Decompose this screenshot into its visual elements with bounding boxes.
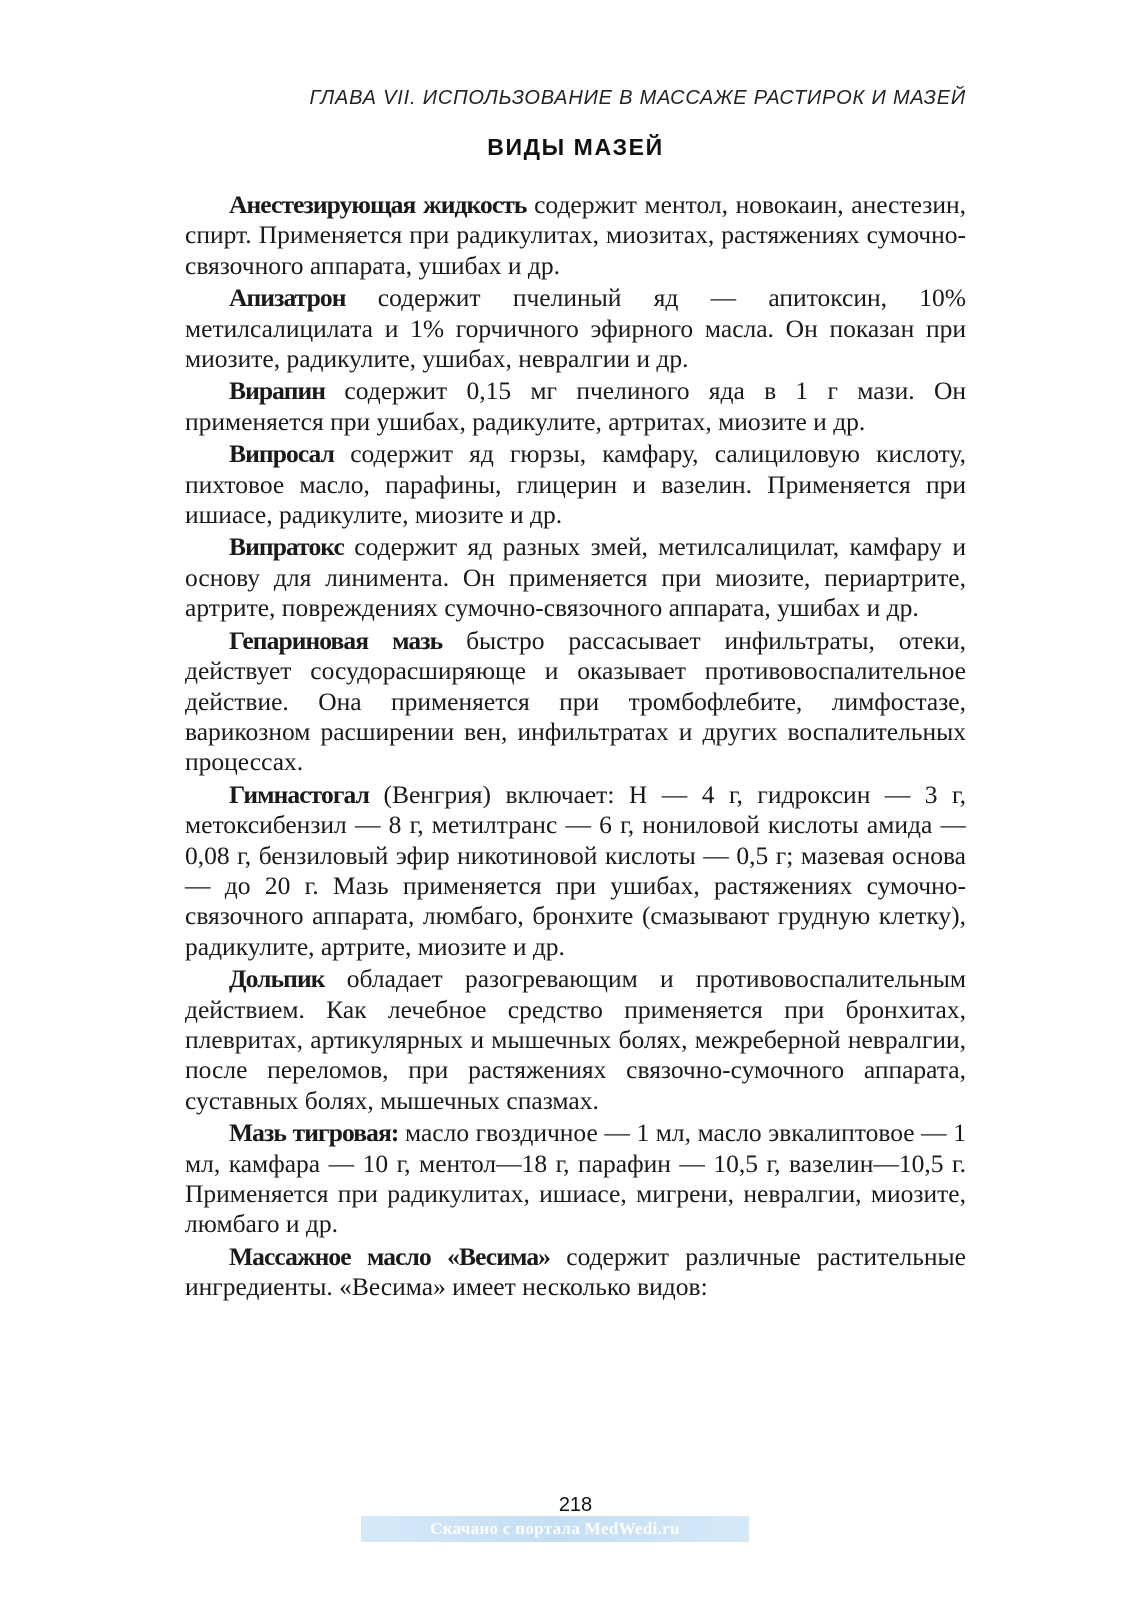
paragraph-term: Гимнастогал [229, 779, 369, 809]
paragraph-term: Анестезирующая жидкость [229, 190, 527, 219]
paragraph [185, 964, 966, 1116]
page-number: 218 [558, 1494, 593, 1516]
paragraph [185, 283, 966, 374]
source-watermark: Скачано с портала MedWedi.ru [361, 1516, 749, 1542]
paragraph-term: Дольпик [229, 964, 325, 994]
paragraph-term: Випросал [229, 439, 335, 469]
paragraph [185, 626, 966, 778]
section-title: ВИДЫ МАЗЕЙ [487, 134, 664, 160]
paragraph-term: Гепариновая мазь [229, 625, 443, 655]
paragraph-text: содержит яд гюрзы, камфару, салициловую кислоту, пихтовое масло, парафины, глицерин и вазелин. Применяется при ишиасе, радикулите, миозите и др. [185, 439, 966, 530]
paragraph [185, 190, 966, 281]
paragraph-text: (Венгрия) включает: Н — 4 г, гидроксин — 3 г, метоксибензил — 8 г, метилтранс — 6 г, нониловой кислоты амида — 0,08 г, бензиловый эфир никотиновой кислоты — 0,5 г; мазевая основа — до 20 г. Мазь применяется при ушибах, растяжениях сумочно-связочного аппарата, люмбаго, бронхите (смазывают грудную клетку), радикулите, артрите, миозите и др. [185, 779, 966, 961]
paragraph-text: содержит яд разных змей, метилсалицилат, камфару и основу для линимента. Он применяется при миозите, периартрите, артрите, повреждениях сумочно-связочного аппарата, ушибах и др. [185, 532, 966, 623]
paragraph-term: Мазь тигровая: [229, 1118, 399, 1148]
paragraph-term: Массажное масло «Весима» [229, 1241, 551, 1271]
paragraph-text: обладает разогревающим и противовоспалительным действием. Как лечебное средство применяется при бронхитах, плевритах, артикулярных и мышечных болях, межреберной невралгии, после переломов, при растяжениях связочно-сумочного аппарата, суставных болях, мышечных спазмах. [185, 964, 966, 1115]
running-head: ГЛАВА VII. ИСПОЛЬЗОВАНИЕ В МАССАЖЕ РАСТИРОК И МАЗЕЙ [309, 87, 966, 109]
paragraph-term: Вирапин [229, 376, 326, 406]
paragraph-term: Випратокс [229, 532, 344, 562]
paragraph-text: быстро рассасывает инфильтраты, отеки, действует сосудорасширяюще и оказывает противовоспалительное действие. Она применяется при тромбофлебите, лимфостазе, варикозном расширении вен, инфильтратах и других воспалительных процессах. [185, 625, 966, 777]
paragraph [185, 376, 966, 437]
paragraph [185, 532, 966, 623]
paragraph-text: содержит ментол, новокаин, анестезин, спирт. Применяется при радикулитах, миозитах, растяжениях сумочно-связочного аппарата, ушибах и др. [185, 190, 967, 280]
paragraph-text: содержит пчелиный яд — апитоксин, 10% метилсалицилата и 1% горчичного эфирного масла. Он показан при миозите, радикулите, ушибах, невралгии и др. [185, 283, 966, 374]
paragraph [185, 780, 966, 962]
paragraph-text: содержит различные растительные ингредиенты. «Весима» имеет несколько видов: [185, 1241, 966, 1302]
paragraph-text: масло гвоздичное — 1 мл, масло эвкалиптовое — 1 мл, камфара — 10 г, ментол—18 г, парафин — 10,5 г, вазелин—10,5 г. Применяется при радикулитах, ишиасе, мигрени, невралгии, миозите, люмбаго и др. [185, 1118, 966, 1239]
paragraph-text: содержит 0,15 мг пчелиного яда в 1 г мази. Он применяется при ушибах, радикулите, артритах, миозите и др. [185, 376, 966, 436]
paragraph [185, 439, 966, 530]
paragraph-term: Апизатрон [229, 283, 346, 313]
body-text [185, 190, 966, 1305]
paragraph [185, 1242, 966, 1303]
paragraph [185, 1118, 966, 1240]
